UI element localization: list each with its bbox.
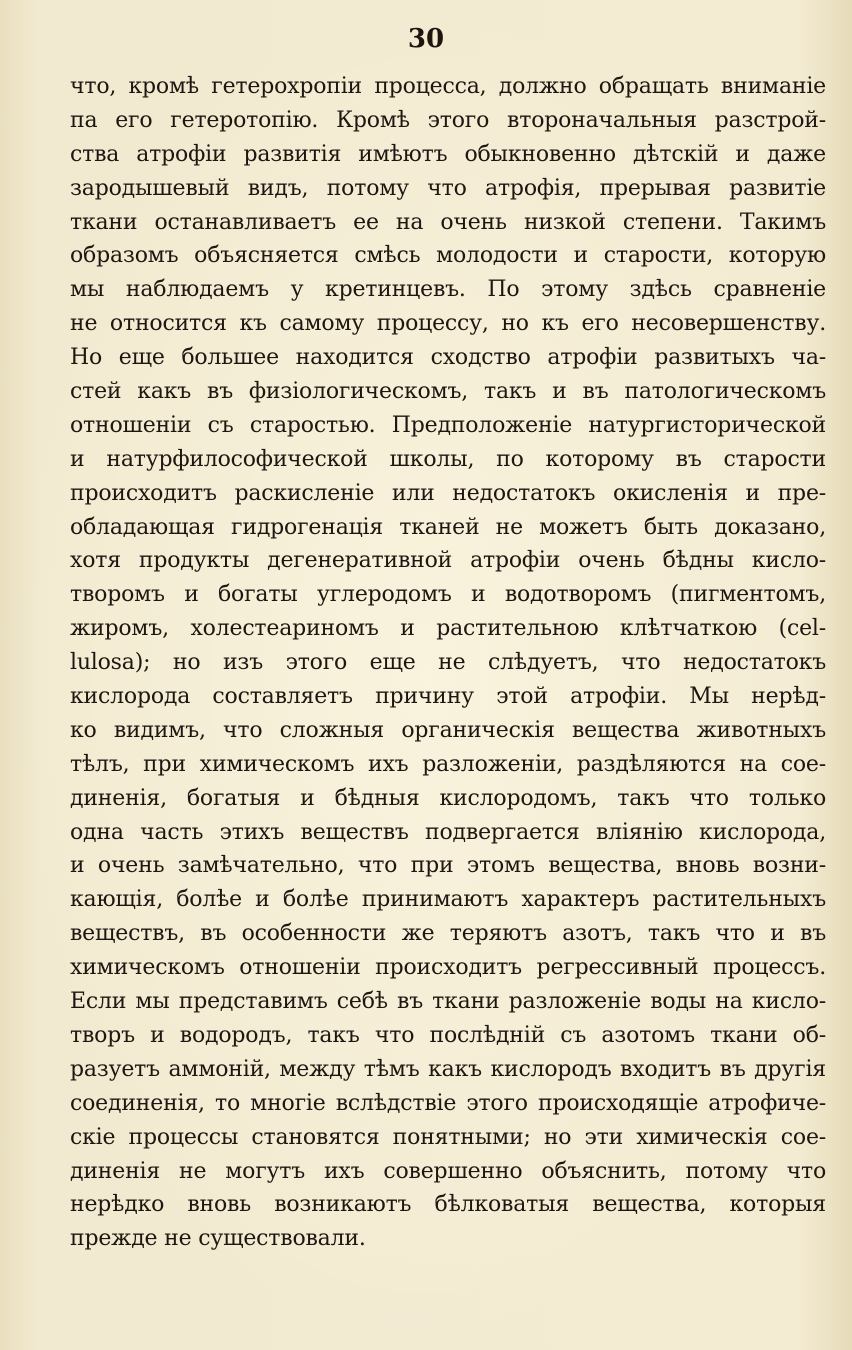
text-line: что, кромѣ гетерохропіи процесса, должно обращать вниманіе: [70, 74, 826, 99]
text-line: Если мы представимъ себѣ въ ткани разложеніе воды на кисло-: [70, 989, 826, 1015]
text-line: химическомъ отношеніи происходитъ регрессивный процессъ.: [70, 955, 826, 981]
text-line: кающія, болѣе и болѣе принимаютъ характеръ растительныхъ: [70, 887, 826, 913]
text-line: веществъ, въ особенности же теряютъ азотъ, такъ что и въ: [70, 921, 826, 947]
text-line: диненія не могутъ ихъ совершенно объяснить, потому что: [70, 1158, 826, 1184]
text-line: нерѣдко вновь возникаютъ бѣлковатыя вещества, которыя: [70, 1192, 826, 1218]
text-line: мы наблюдаемъ у кретинцевъ. По этому здѣсь сравненіе: [70, 277, 826, 303]
text-line: образомъ объясняется смѣсь молодости и старости, которую: [70, 243, 826, 269]
text-line: скіе процессы становятся понятными; но эти химическія сое-: [70, 1124, 826, 1150]
text-line: зародышевый видъ, потому что атрофія, прерывая развитіе: [70, 175, 826, 201]
text-line: разуетъ аммоній, между тѣмъ какъ кислородъ входитъ въ другія: [70, 1056, 826, 1082]
page-number: 30: [407, 24, 445, 54]
text-line: и очень замѣчательно, что при этомъ вещества, вновь возни-: [70, 853, 826, 879]
text-line: кислорода составляетъ причину этой атрофіи. Мы нерѣд-: [70, 684, 826, 710]
text-line: происходитъ раскисленіе или недостатокъ окисленія и пре-: [70, 480, 826, 506]
text-line-last: прежде не существовали.: [70, 1226, 366, 1252]
text-line: творъ и водородъ, такъ что послѣдній съ азотомъ ткани об-: [70, 1022, 826, 1048]
text-line: жиромъ, холестеариномъ и растительною клѣтчаткою (cel-: [70, 616, 826, 642]
text-line: хотя продукты дегенеративной атрофіи очень бѣдны кисло-: [70, 548, 826, 574]
text-line: обладающая гидрогенація тканей не можетъ быть доказано,: [70, 514, 826, 540]
text-line: тѣлъ, при химическомъ ихъ разложеніи, раздѣляются на сое-: [70, 751, 826, 777]
text-line: Но еще большее находится сходство атрофіи развитыхъ ча-: [70, 345, 826, 371]
text-line: стей какъ въ физіологическомъ, такъ и въ патологическомъ: [70, 379, 826, 405]
text-line: ко видимъ, что сложныя органическія вещества животныхъ: [70, 717, 826, 743]
text-line: творомъ и богаты углеродомъ и водотворомъ (пигментомъ,: [70, 582, 826, 608]
text-line: lulosa); но изъ этого еще не слѣдуетъ, что недостатокъ: [70, 650, 826, 676]
text-line: ткани останавливаетъ ее на очень низкой степени. Такимъ: [70, 209, 826, 235]
text-line: отношеніи съ старостью. Предположеніе натургисторической: [70, 412, 826, 438]
text-line: па его гетеротопію. Кромѣ этого второначальныя разстрой-: [70, 107, 826, 133]
text-line: и натурфилософической школы, по которому въ старости: [70, 446, 826, 472]
body-text: [70, 70, 826, 1256]
text-line: ства атрофіи развитія имѣютъ обыкновенно дѣтскій и даже: [70, 141, 826, 167]
text-line: диненія, богатыя и бѣдныя кислородомъ, такъ что только: [70, 785, 826, 811]
text-line: одна часть этихъ веществъ подвергается вліянію кислорода,: [70, 819, 826, 845]
text-line: соединенія, то многіе вслѣдствіе этого происходящіе атрофиче-: [70, 1090, 826, 1116]
text-line: не относится къ самому процессу, но къ его несовершенству.: [70, 311, 826, 337]
